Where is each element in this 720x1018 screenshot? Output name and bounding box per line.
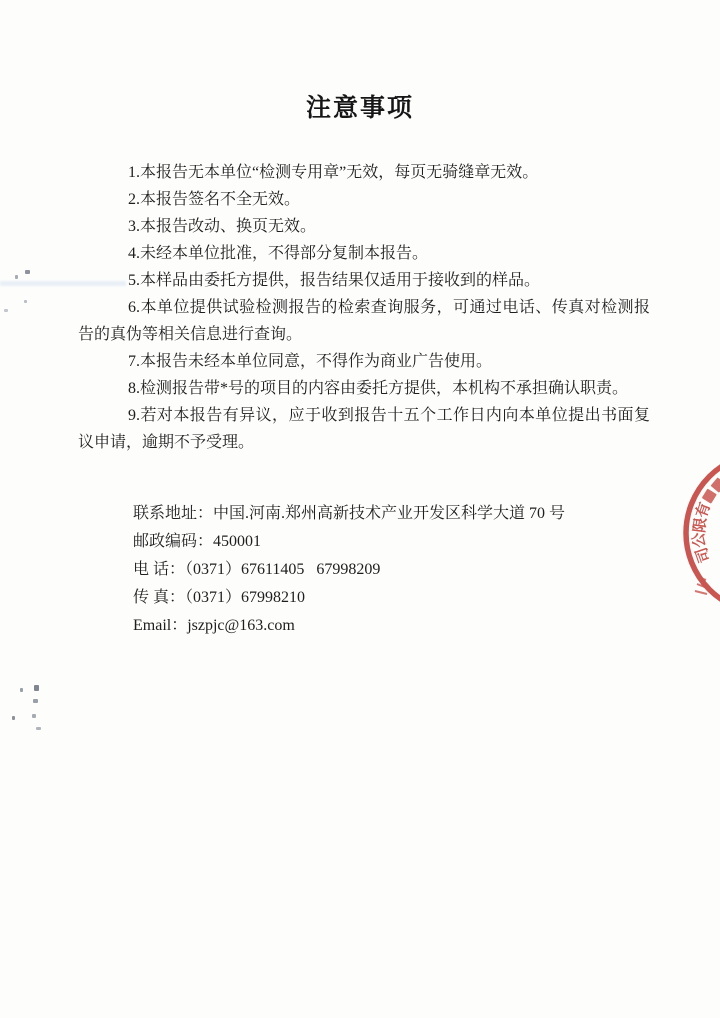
scan-artifact	[15, 275, 18, 279]
scan-artifact	[33, 699, 38, 703]
notice-item-8: 8.检测报告带*号的项目的内容由委托方提供，本机构不承担确认职责。	[128, 380, 629, 397]
contact-address: 联系地址：中国.河南.郑州高新技术产业开发区科学大道 70 号	[133, 505, 566, 522]
notice-item-5: 5.本样品由委托方提供，报告结果仅适用于接收到的样品。	[128, 272, 541, 289]
scan-artifact	[34, 685, 39, 691]
stamp-arc-char: 限	[691, 516, 710, 534]
contact-block	[133, 505, 565, 645]
notice-item-2: 2.本报告签名不全无效。	[128, 191, 301, 208]
scan-artifact	[20, 688, 23, 692]
notice-list	[78, 159, 650, 456]
contact-postal-code: 邮政编码：450001	[133, 533, 262, 550]
stamp-arc-char: 公	[690, 531, 709, 549]
stamp-arc-char: 司	[692, 544, 714, 565]
scan-artifact	[32, 714, 36, 718]
scan-artifact	[4, 309, 8, 312]
contact-phone: 电 话：（0371）67611405 67998209	[133, 561, 381, 578]
scan-artifact	[36, 727, 41, 730]
scan-artifact	[24, 300, 27, 303]
notice-item-6: 6.本单位提供试验检测报告的检索查询服务，可通过电话、传真对检测报告的真伪等相关信息进行查询。	[78, 299, 650, 343]
page-title: 注意事项	[305, 95, 414, 122]
notice-item-4: 4.未经本单位批准，不得部分复制本报告。	[128, 245, 429, 262]
notice-item-3: 3.本报告改动、换页无效。	[128, 218, 317, 235]
scan-streak	[0, 281, 126, 286]
stamp-illegible-char	[702, 489, 717, 504]
contact-fax: 传 真：（0371）67998210	[133, 589, 306, 606]
notice-item-9: 9.若对本报告有异议，应于收到报告十五个工作日内向本单位提出书面复议申请，逾期不予受理。	[78, 407, 650, 451]
stamp-arc-char: 有	[692, 500, 715, 521]
scan-artifact	[25, 270, 30, 274]
notice-item-1: 1.本报告无本单位“检测专用章”无效，每页无骑缝章无效。	[128, 164, 539, 181]
notice-item-7: 7.本报告未经本单位同意，不得作为商业广告使用。	[128, 353, 493, 370]
scan-artifact	[12, 716, 15, 720]
company-seal-stamp-icon	[640, 435, 720, 635]
stamp-illegible-char	[711, 477, 720, 492]
contact-email: Email：jszpjc@163.com	[133, 617, 295, 634]
